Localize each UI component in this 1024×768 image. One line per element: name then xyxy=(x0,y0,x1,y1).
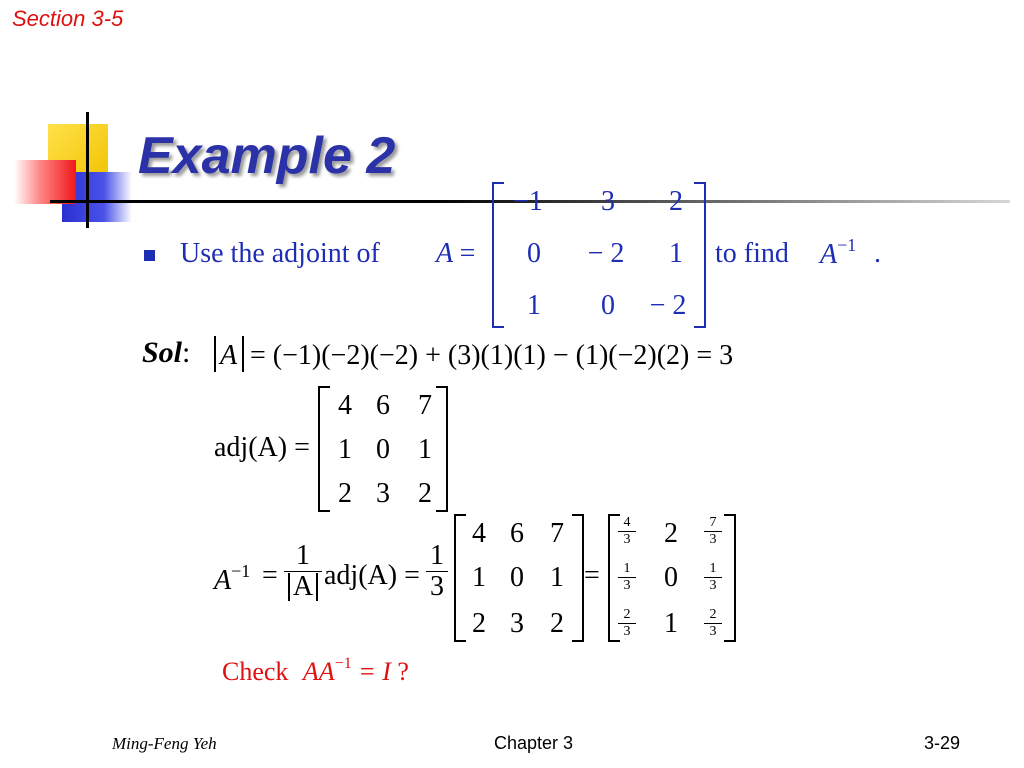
matrix-cell: 7 xyxy=(550,518,564,549)
matrix-cell: 3 xyxy=(510,608,524,639)
adj-label: adj(A) = xyxy=(214,432,310,463)
matrix-cell: 2 xyxy=(472,608,486,639)
inverse-matrix xyxy=(606,512,736,642)
inverse-var: A xyxy=(214,565,232,596)
det-bar-left xyxy=(214,336,216,372)
fraction-cell xyxy=(704,608,722,639)
adj-matrix-repeat xyxy=(452,512,584,642)
check-expression xyxy=(303,657,352,686)
target-var: A xyxy=(820,239,838,270)
matrix-cell: 7 xyxy=(418,390,432,421)
sol-colon: : xyxy=(182,336,191,369)
matrix-variable-name: A xyxy=(436,238,453,269)
matrix-cell: 4 xyxy=(472,518,486,549)
sol-word: Sol xyxy=(142,336,183,369)
fraction-denominator: 3 xyxy=(430,571,444,602)
fraction-numerator: 1 xyxy=(296,540,310,571)
adj-matrix xyxy=(316,384,448,512)
matrix-cell: 1 xyxy=(338,434,352,465)
bullet-text: Use the adjoint of xyxy=(180,238,380,269)
matrix-cell: 2 xyxy=(664,518,678,549)
matrix-cell: 1 xyxy=(472,562,486,593)
equals-sign: = xyxy=(584,560,600,591)
decorative-red-square xyxy=(14,160,76,204)
matrix-cell: 6 xyxy=(510,518,524,549)
fraction-denominator: 3 xyxy=(623,578,631,593)
matrix-cell: 0 xyxy=(664,562,678,593)
section-label: Section 3-5 xyxy=(12,6,124,31)
fraction-numerator: 1 xyxy=(430,540,444,571)
inverse-lhs xyxy=(214,562,250,595)
fraction-denominator: 3 xyxy=(623,624,631,639)
fraction-cell xyxy=(704,562,722,593)
fraction-denominator: 3 xyxy=(709,578,717,593)
right-bracket xyxy=(724,514,736,642)
matrix-cell: 3 xyxy=(376,478,390,509)
det-letter: A xyxy=(292,571,314,602)
check-rhs: = I xyxy=(358,657,391,686)
left-bracket xyxy=(318,386,330,512)
det-variable: A xyxy=(220,340,238,371)
matrix-cell: 0 xyxy=(527,238,541,269)
matrix-cell: 0 xyxy=(376,434,390,465)
fraction-denominator xyxy=(288,573,318,601)
right-bracket xyxy=(572,514,584,642)
fraction-cell xyxy=(618,562,636,593)
matrix-cell: 2 xyxy=(550,608,564,639)
check-word: Check xyxy=(222,657,289,686)
target-inverse xyxy=(820,236,856,269)
fraction-one-third xyxy=(426,542,448,601)
inverse-exponent: −1 xyxy=(231,561,251,581)
fraction-cell xyxy=(618,608,636,639)
check-line xyxy=(222,656,409,685)
matrix-cell: 6 xyxy=(376,390,390,421)
bullet-text-after: to find xyxy=(715,238,789,269)
fraction-cell xyxy=(704,516,722,547)
fraction-numerator: 2 xyxy=(623,607,631,622)
slide-title: Example 2 xyxy=(138,127,396,185)
det-expansion: = (−1)(−2)(−2) + (3)(1)(1) − (1)(−2)(2) = 3 xyxy=(250,340,734,371)
matrix-cell: − 2 xyxy=(587,238,625,269)
matrix-cell: 1 xyxy=(418,434,432,465)
matrix-a xyxy=(490,180,706,328)
fraction-denominator: 3 xyxy=(709,624,717,639)
matrix-cell: 2 xyxy=(669,186,683,217)
fraction-numerator: 1 xyxy=(623,561,631,576)
fraction-numerator: 1 xyxy=(709,561,717,576)
matrix-cell: 1 xyxy=(527,290,541,321)
check-question: ? xyxy=(397,657,409,686)
matrix-cell: 4 xyxy=(338,390,352,421)
fraction-numerator: 4 xyxy=(623,515,631,530)
decorative-vertical-line xyxy=(86,112,89,228)
fraction-denominator: 3 xyxy=(709,532,717,547)
matrix-cell: 1 xyxy=(664,608,678,639)
period: . xyxy=(874,238,881,269)
matrix-cell: 0 xyxy=(510,562,524,593)
bullet-square-icon xyxy=(144,250,155,261)
check-exponent: −1 xyxy=(334,655,352,672)
matrix-cell: −1 xyxy=(513,186,543,217)
footer-page-number: 3-29 xyxy=(924,733,961,753)
matrix-cell: 1 xyxy=(550,562,564,593)
matrix-variable xyxy=(436,240,475,268)
footer-author: Ming-Feng Yeh xyxy=(112,734,217,753)
fraction-cell xyxy=(618,516,636,547)
check-product: AA xyxy=(302,657,335,686)
sol-label xyxy=(142,338,190,368)
matrix-cell: 1 xyxy=(669,238,683,269)
matrix-cell: 3 xyxy=(601,186,615,217)
matrix-cell: 2 xyxy=(338,478,352,509)
footer-chapter: Chapter 3 xyxy=(494,733,574,753)
fraction-denominator: 3 xyxy=(623,532,631,547)
fraction-one-over-det xyxy=(284,542,322,601)
matrix-cell: − 2 xyxy=(649,290,687,321)
matrix-cell: 2 xyxy=(418,478,432,509)
target-exponent: −1 xyxy=(837,235,857,255)
matrix-cell: 0 xyxy=(601,290,615,321)
fraction-numerator: 2 xyxy=(709,607,717,622)
equals-sign: = xyxy=(262,560,278,591)
equals-sign: = xyxy=(459,238,476,269)
det-bar-right xyxy=(242,336,244,372)
adj-middle: adj(A) = xyxy=(324,560,420,591)
fraction-numerator: 7 xyxy=(709,515,717,530)
